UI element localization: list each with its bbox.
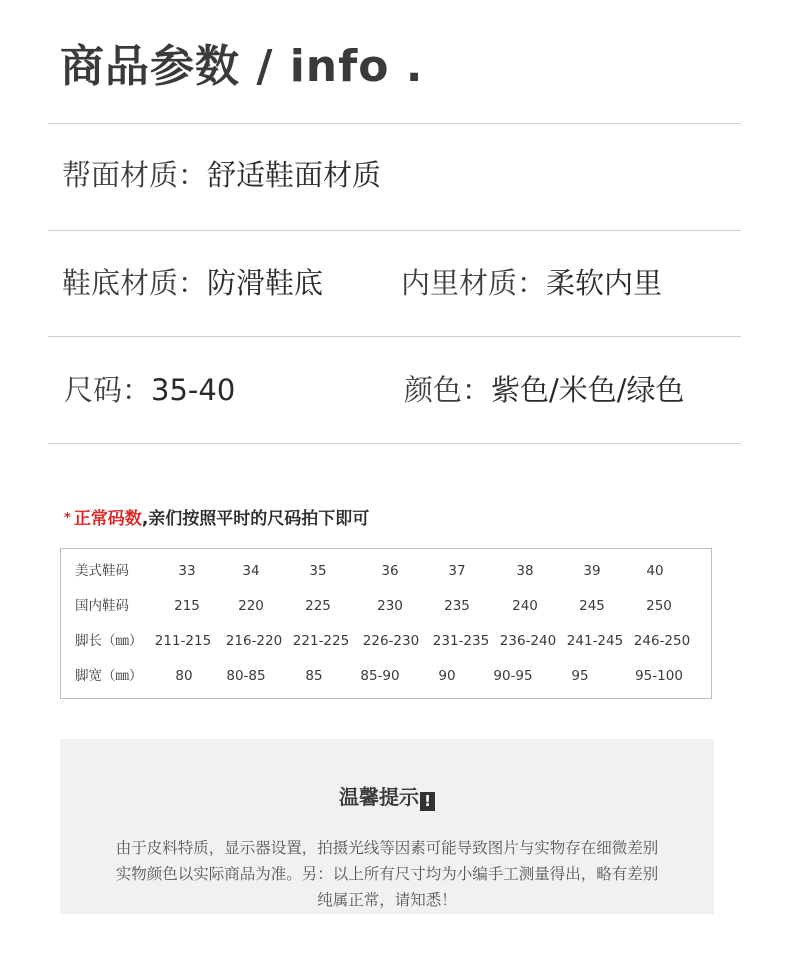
size-range <box>64 372 235 408</box>
size-note-highlight: 正常码数 <box>73 509 142 529</box>
size-cell: 85-90 <box>360 668 400 684</box>
asterisk-icon: * <box>64 511 71 526</box>
size-cell: 220 <box>238 598 264 614</box>
upper-material-value: 舒适鞋面材质 <box>207 158 382 192</box>
tips-line: 实物颜色以实际商品为准。另：以上所有尺寸均为小编手工测量得出，略有差别 <box>115 865 659 883</box>
upper-material-label: 帮面材质： <box>62 158 208 192</box>
divider <box>48 123 741 124</box>
size-row-label: 美式鞋码 <box>75 563 129 579</box>
size-range-label: 尺码： <box>64 373 152 407</box>
sole-material-value: 防滑鞋底 <box>207 266 324 300</box>
size-row-label: 国内鞋码 <box>75 598 129 614</box>
tips-panel <box>60 739 714 914</box>
lining-material-label: 内里材质： <box>401 266 547 300</box>
sole-material <box>62 265 323 301</box>
size-row-cn <box>61 596 711 616</box>
size-cell: 226-230 <box>362 633 420 649</box>
size-cell: 90-95 <box>493 668 533 684</box>
size-cell: 35 <box>309 563 327 579</box>
size-cell: 95 <box>571 668 589 684</box>
size-cell: 80-85 <box>226 668 266 684</box>
divider <box>48 336 741 337</box>
size-cell: 221-225 <box>292 633 350 649</box>
size-cell: 230 <box>377 598 403 614</box>
lining-material-value: 柔软内里 <box>546 266 663 300</box>
divider <box>48 230 741 231</box>
size-cell: 33 <box>178 563 196 579</box>
size-row-foot-width <box>61 666 711 686</box>
size-cell: 34 <box>242 563 260 579</box>
size-row-foot-length <box>61 631 711 651</box>
size-cell: 216-220 <box>225 633 283 649</box>
size-cell: 95-100 <box>635 668 683 684</box>
size-cell: 241-245 <box>566 633 624 649</box>
size-cell: 225 <box>305 598 331 614</box>
size-cell: 80 <box>175 668 193 684</box>
size-range-value: 35-40 <box>151 373 236 407</box>
size-note <box>64 507 369 531</box>
size-cell: 39 <box>583 563 601 579</box>
divider <box>48 443 741 444</box>
tips-title <box>60 784 714 811</box>
sole-material-label: 鞋底材质： <box>62 266 208 300</box>
size-cell: 37 <box>448 563 466 579</box>
size-cell: 240 <box>512 598 538 614</box>
tips-title-text: 温馨提示 <box>339 785 419 809</box>
size-cell: 236-240 <box>499 633 557 649</box>
size-cell: 250 <box>646 598 672 614</box>
size-cell: 215 <box>174 598 200 614</box>
lining-material <box>401 265 662 301</box>
tips-line: 纯属正常，请知悉！ <box>317 891 457 909</box>
size-cell: 90 <box>438 668 456 684</box>
exclamation-icon: ! <box>420 792 435 811</box>
size-row-label: 脚长（㎜） <box>75 633 143 649</box>
size-row-label: 脚宽（㎜） <box>75 668 143 684</box>
size-cell: 36 <box>381 563 399 579</box>
size-cell: 235 <box>444 598 470 614</box>
color-options-label: 颜色： <box>404 373 492 407</box>
page-title: 商品参数 / info . <box>60 41 424 92</box>
size-cell: 38 <box>516 563 534 579</box>
size-chart <box>60 548 712 699</box>
color-options-value: 紫色/米色/绿色 <box>491 373 685 407</box>
size-cell: 245 <box>579 598 605 614</box>
size-row-us <box>61 561 711 581</box>
tips-body <box>60 835 714 913</box>
upper-material <box>62 157 381 193</box>
size-cell: 85 <box>305 668 323 684</box>
size-cell: 211-215 <box>154 633 212 649</box>
color-options <box>404 372 685 408</box>
size-cell: 231-235 <box>432 633 490 649</box>
tips-line: 由于皮料特质，显示器设置，拍摄光线等因素可能导致图片与实物存在细微差别 <box>115 839 659 857</box>
size-cell: 246-250 <box>633 633 691 649</box>
size-note-text: ,亲们按照平时的尺码拍下即可 <box>141 509 370 529</box>
size-cell: 40 <box>646 563 664 579</box>
